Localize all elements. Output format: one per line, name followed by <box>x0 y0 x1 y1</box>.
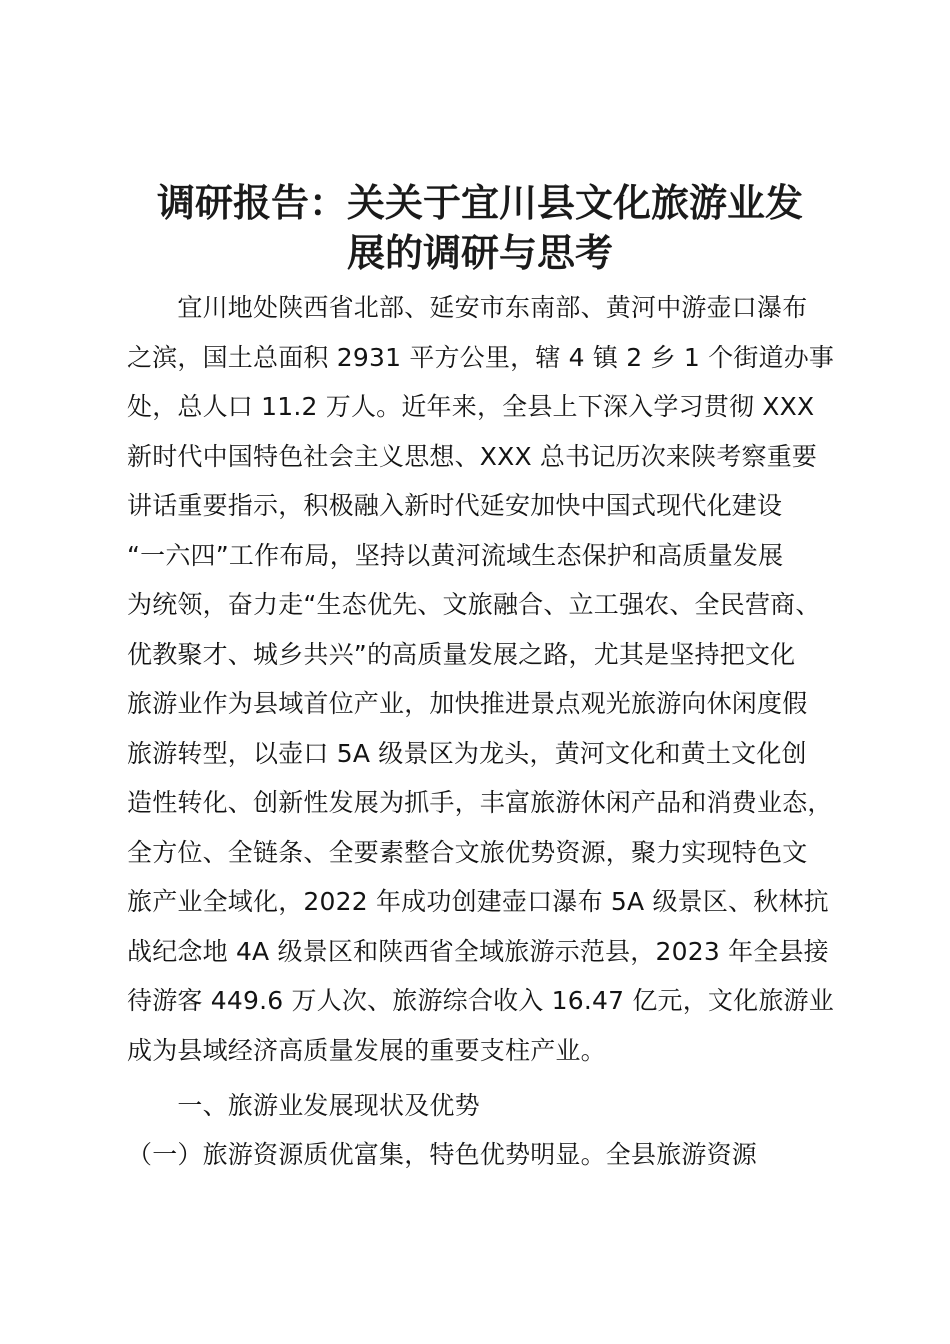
paragraph-line: 为统领，奋力走“生态优先、文旅融合、立工强农、全民营商、 <box>127 590 821 619</box>
paragraph-line: 旅游转型，以壶口 5A 级景区为龙头，黄河文化和黄土文化创 <box>127 738 807 768</box>
paragraph-line: 旅产业全域化，2022 年成功创建壶口瀑布 5A 级景区、秋林抗 <box>127 887 829 916</box>
paragraph-line: 之滨，国土总面积 2931 平方公里，辖 4 镇 2 乡 1 个街道办事 <box>127 342 835 372</box>
document-title <box>100 178 860 278</box>
paragraph-line: （一）旅游资源质优富集，特色优势明显。全县旅游资源 <box>127 1140 758 1169</box>
paragraph-line: 讲话重要指示，积极融入新时代延安加快中国式现代化建设 <box>127 491 783 520</box>
paragraph-line: “一六四”工作布局，坚持以黄河流域生态保护和高质量发展 <box>127 540 784 570</box>
section-heading <box>127 1081 837 1131</box>
paragraph-line: 待游客 449.6 万人次、旅游综合收入 16.47 亿元，文化旅游业 <box>127 986 834 1015</box>
paragraph-line: 处，总人口 11.2 万人。近年来，全县上下深入学习贯彻 XXX <box>127 392 815 421</box>
paragraph-line: 战纪念地 4A 级景区和陕西省全域旅游示范县，2023 年全县接 <box>127 936 829 966</box>
paragraph-line: 宜川地处陕西省北部、延安市东南部、黄河中游壶口瀑布 <box>127 293 808 322</box>
intro-paragraph <box>127 283 837 1075</box>
title-line: 调研报告：关关于宜川县文化旅游业发 <box>156 180 803 225</box>
paragraph-line: 新时代中国特色社会主义思想、XXX 总书记历次来陕考察重要 <box>127 441 818 471</box>
paragraph-line: 造性转化、创新性发展为抓手，丰富旅游休闲产品和消费业态， <box>127 788 833 817</box>
title-line: 展的调研与思考 <box>346 230 613 275</box>
subsection-paragraph <box>127 1130 837 1180</box>
paragraph-line: 优教聚才、城乡共兴”的高质量发展之路，尤其是坚持把文化 <box>127 639 796 669</box>
paragraph-line: 旅游业作为县域首位产业，加快推进景点观光旅游向休闲度假 <box>127 689 808 718</box>
section-heading-text: 一、旅游业发展现状及优势 <box>127 1091 480 1120</box>
paragraph-line: 全方位、全链条、全要素整合文旅优势资源，聚力实现特色文 <box>127 837 808 867</box>
paragraph-line: 成为县域经济高质量发展的重要支柱产业。 <box>127 1035 606 1065</box>
